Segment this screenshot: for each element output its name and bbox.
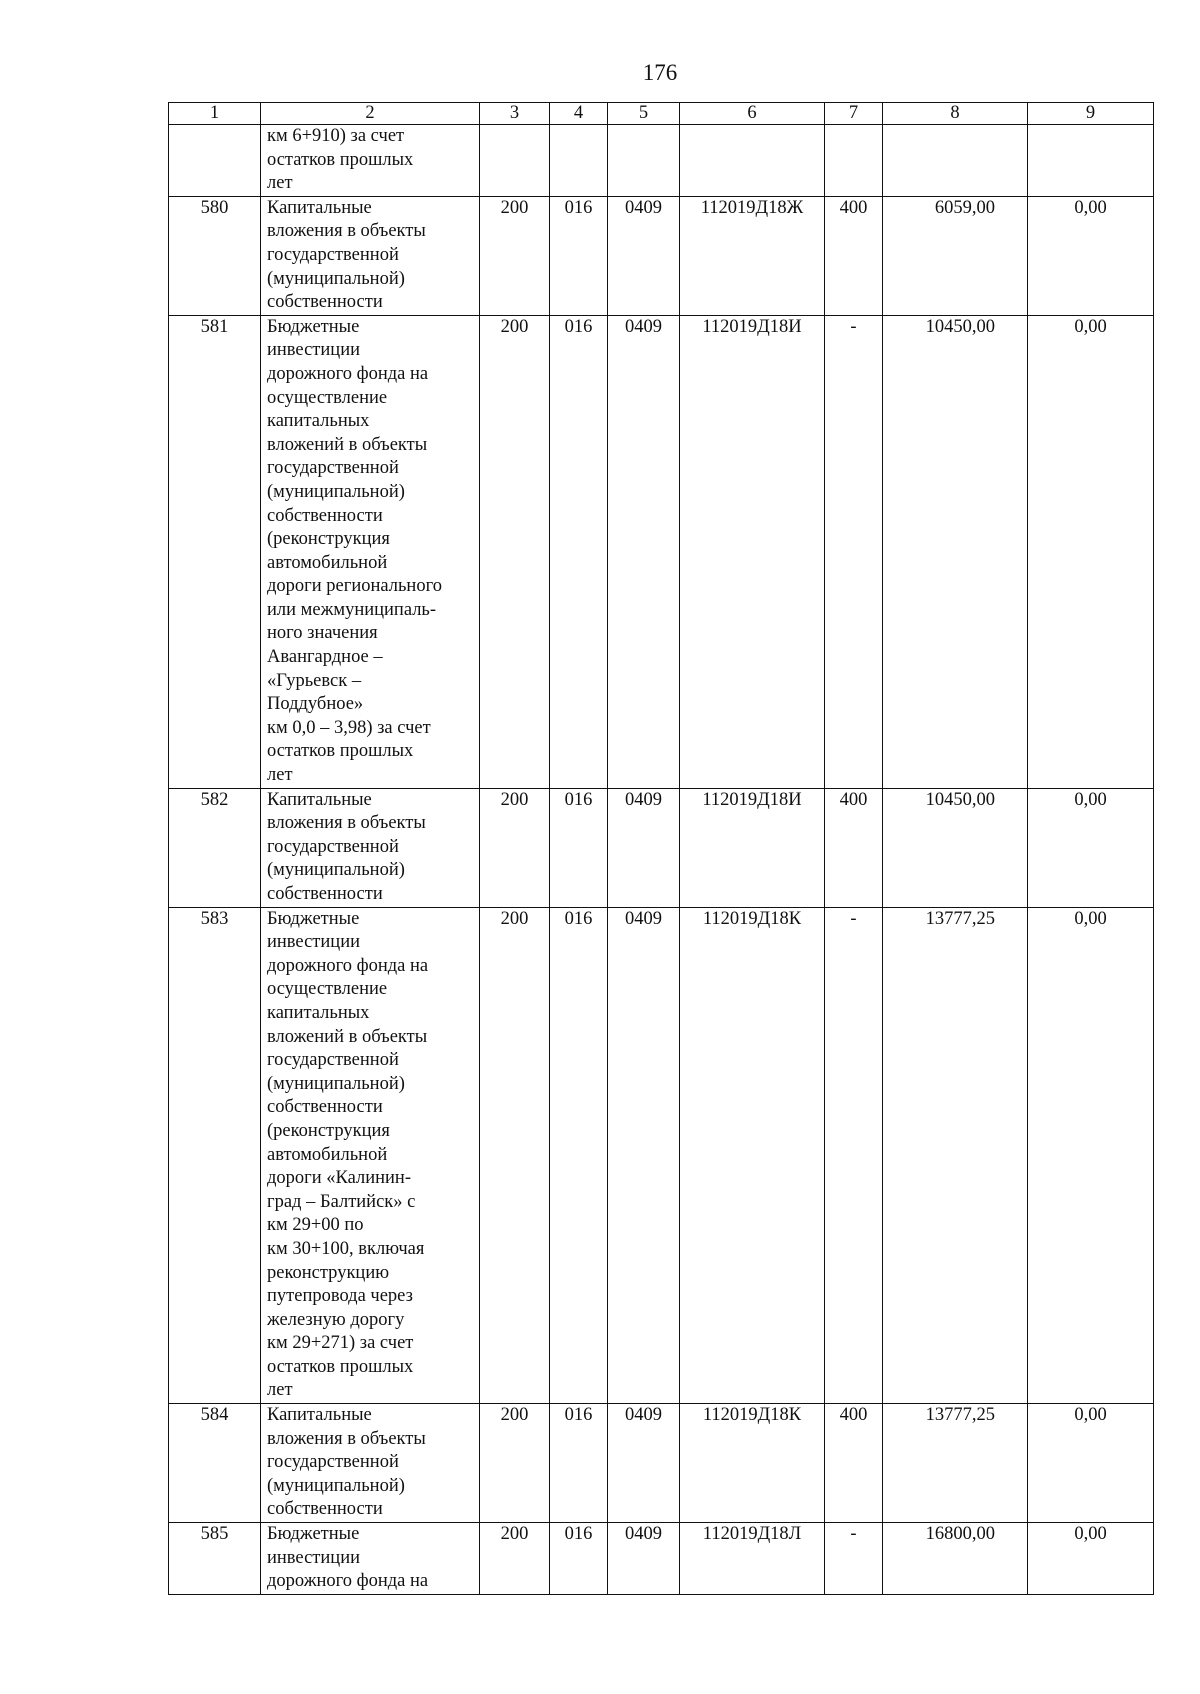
row-name: Бюджетные инвестиции дорожного фонда на осуществление капитальных вложений в объекты государственной (муниципальной) собственности (реконструкция автомобильной дороги «Калинин- град – Балтийск» с км 29+00 по км 30+100, включая реконструкцию путепровода через железную дорогу км 29+271) за счет остатков прошлых лет [261,907,480,1403]
cell-col5: 0409 [608,1404,680,1523]
cell-col3: 200 [480,196,550,315]
row-name: Бюджетные инвестиции дорожного фонда на осуществление капитальных вложений в объекты государственной (муниципальной) собственности (реконструкция автомобильной дороги регионального или межмуниципаль- ного значения Авангардное – «Гурьевск – Поддубное» км 0,0 – 3,98) за счет остатков прошлых лет [261,315,480,788]
column-header: 9 [1028,103,1154,125]
column-header: 7 [825,103,883,125]
cell-col3: 200 [480,1404,550,1523]
cell-col8 [883,125,1028,197]
cell-col7: 400 [825,196,883,315]
cell-col3: 200 [480,1523,550,1595]
cell-col3: 200 [480,907,550,1403]
cell-col7: - [825,315,883,788]
cell-col9: 0,00 [1028,196,1154,315]
cell-col8: 6059,00 [883,196,1028,315]
row-name: км 6+910) за счет остатков прошлых лет [261,125,480,197]
cell-col8: 13777,25 [883,907,1028,1403]
row-number: 582 [169,788,261,907]
row-name: Капитальные вложения в объекты государственной (муниципальной) собственности [261,196,480,315]
cell-col9: 0,00 [1028,1404,1154,1523]
cell-col5: 0409 [608,315,680,788]
column-header: 2 [261,103,480,125]
table-row [169,315,1154,788]
cell-col4: 016 [550,196,608,315]
budget-table [168,102,1154,1595]
cell-col5: 0409 [608,788,680,907]
cell-col7: - [825,1523,883,1595]
cell-col9: 0,00 [1028,1523,1154,1595]
cell-col3: 200 [480,788,550,907]
table-row [169,907,1154,1403]
column-header: 4 [550,103,608,125]
cell-col4 [550,125,608,197]
cell-col6: 112019Д18И [680,788,825,907]
column-header: 8 [883,103,1028,125]
table-row [169,788,1154,907]
cell-col6: 112019Д18К [680,907,825,1403]
row-number [169,125,261,197]
cell-col7: 400 [825,788,883,907]
row-number: 583 [169,907,261,1403]
cell-col9: 0,00 [1028,907,1154,1403]
cell-col7 [825,125,883,197]
cell-col5: 0409 [608,1523,680,1595]
row-number: 585 [169,1523,261,1595]
row-number: 581 [169,315,261,788]
table-row [169,196,1154,315]
row-name: Капитальные вложения в объекты государственной (муниципальной) собственности [261,1404,480,1523]
table-row [169,1523,1154,1595]
cell-col8: 13777,25 [883,1404,1028,1523]
row-name: Капитальные вложения в объекты государственной (муниципальной) собственности [261,788,480,907]
column-header: 1 [169,103,261,125]
cell-col5: 0409 [608,907,680,1403]
table-row [169,125,1154,197]
cell-col3 [480,125,550,197]
cell-col6: 112019Д18И [680,315,825,788]
cell-col4: 016 [550,315,608,788]
column-header: 6 [680,103,825,125]
row-number: 580 [169,196,261,315]
row-name: Бюджетные инвестиции дорожного фонда на [261,1523,480,1595]
cell-col6: 112019Д18Ж [680,196,825,315]
cell-col5 [608,125,680,197]
cell-col4: 016 [550,788,608,907]
header-row [169,103,1154,125]
cell-col9: 0,00 [1028,788,1154,907]
cell-col6 [680,125,825,197]
cell-col8: 10450,00 [883,788,1028,907]
cell-col3: 200 [480,315,550,788]
cell-col4: 016 [550,1404,608,1523]
cell-col8: 10450,00 [883,315,1028,788]
cell-col6: 112019Д18Л [680,1523,825,1595]
row-number: 584 [169,1404,261,1523]
column-header: 5 [608,103,680,125]
cell-col9 [1028,125,1154,197]
cell-col9: 0,00 [1028,315,1154,788]
page-number: 176 [642,60,678,85]
cell-col7: - [825,907,883,1403]
table-row [169,1404,1154,1523]
cell-col5: 0409 [608,196,680,315]
cell-col6: 112019Д18К [680,1404,825,1523]
cell-col4: 016 [550,907,608,1403]
cell-col8: 16800,00 [883,1523,1028,1595]
column-header: 3 [480,103,550,125]
cell-col4: 016 [550,1523,608,1595]
cell-col7: 400 [825,1404,883,1523]
